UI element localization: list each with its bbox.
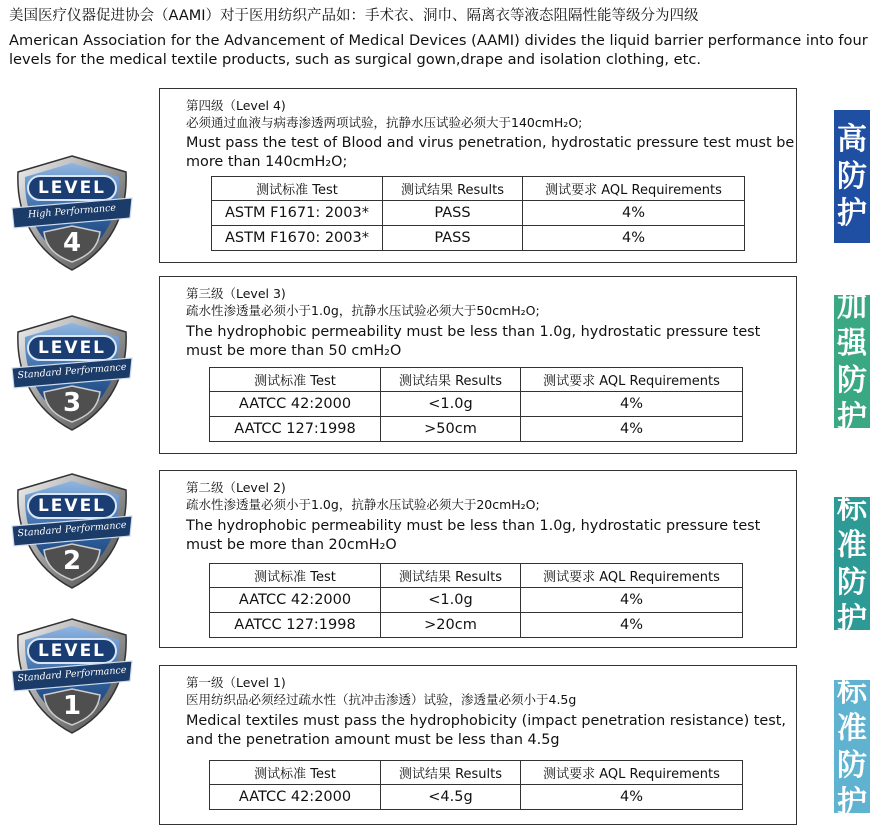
cell-result: <4.5g bbox=[381, 785, 521, 810]
cell-result: >20cm bbox=[381, 613, 521, 638]
side-label-char: 防 bbox=[837, 159, 867, 194]
cell-result: <1.0g bbox=[381, 588, 521, 613]
header-requirements: 测试要求 AQL Requirements bbox=[521, 761, 743, 785]
level-desc-cn: 疏水性渗透量必须小于1.0g，抗静水压试验必须大于50cmH₂O; bbox=[186, 303, 540, 318]
side-label-char: 标 bbox=[837, 490, 867, 526]
cell-result: PASS bbox=[383, 226, 523, 251]
level-4-table bbox=[211, 176, 745, 251]
table-row bbox=[210, 588, 743, 613]
badge-subtitle: Standard Performance bbox=[17, 664, 127, 685]
level-3-badge bbox=[8, 312, 136, 438]
header-requirements: 测试要求 AQL Requirements bbox=[521, 368, 743, 392]
header-test: 测试标准 Test bbox=[210, 564, 381, 588]
level-desc-en-line2: more than 140cmH₂O; bbox=[186, 154, 348, 170]
table-row bbox=[212, 226, 745, 251]
header-title-cn: 美国医疗仪器促进协会（AAMI）对于医用纺织产品如：手术衣、洞巾、隔离衣等液态阻隔性能等级分为四级 bbox=[9, 8, 699, 24]
table-row bbox=[210, 613, 743, 638]
level-1-badge bbox=[8, 615, 136, 741]
table-row bbox=[210, 417, 743, 442]
cell-result: PASS bbox=[383, 201, 523, 226]
cell-test: AATCC 42:2000 bbox=[210, 588, 381, 613]
badge-number: 3 bbox=[62, 388, 82, 418]
cell-req: 4% bbox=[521, 785, 743, 810]
cell-result: <1.0g bbox=[381, 392, 521, 417]
level-4-badge bbox=[8, 152, 136, 278]
badge-word: LEVEL bbox=[37, 641, 107, 661]
side-label-char: 加 bbox=[837, 288, 867, 324]
level-title: 第四级（Level 4) bbox=[186, 98, 286, 113]
level-2-table bbox=[209, 563, 743, 638]
level-desc-en-line1: Must pass the test of Blood and virus penetration, hydrostatic pressure test must be bbox=[186, 135, 795, 151]
level-title: 第一级（Level 1) bbox=[186, 675, 286, 690]
badge-subtitle: High Performance bbox=[27, 202, 117, 221]
side-label-char: 护 bbox=[837, 399, 867, 435]
level-1-table bbox=[209, 760, 743, 810]
header-test: 测试标准 Test bbox=[210, 368, 381, 392]
side-label-char: 准 bbox=[837, 527, 867, 563]
cell-test: AATCC 42:2000 bbox=[210, 785, 381, 810]
table-row bbox=[210, 392, 743, 417]
table-header-row bbox=[210, 368, 743, 392]
side-label-char: 防 bbox=[837, 747, 867, 783]
badge-number: 1 bbox=[62, 691, 82, 721]
side-label-char: 护 bbox=[837, 784, 867, 820]
level-desc-cn: 必须通过血液与病毒渗透两项试验，抗静水压试验必须大于140cmH₂O; bbox=[186, 115, 583, 130]
side-label-char: 防 bbox=[837, 362, 867, 398]
cell-test: AATCC 42:2000 bbox=[210, 392, 381, 417]
badge-word: LEVEL bbox=[37, 178, 107, 198]
header-title-en: American Association for the Advancement of Medical Devices (AAMI) divides the liquid barrier performance into four levels for the medical textile products, such as surgical gown,drape and isolation clothing, etc. bbox=[9, 32, 868, 68]
side-label-char: 高 bbox=[837, 122, 867, 157]
level-desc-en-line1: Medical textiles must pass the hydrophobicity (impact penetration resistance) test, bbox=[186, 713, 786, 729]
level-desc-en-line1: The hydrophobic permeability must be less than 1.0g, hydrostatic pressure test bbox=[186, 518, 761, 534]
badge-number: 4 bbox=[62, 228, 82, 258]
cell-req: 4% bbox=[521, 417, 743, 442]
level-desc-cn: 医用纺织品必须经过疏水性（抗冲击渗透）试验，渗透量必须小于4.5g bbox=[186, 692, 577, 707]
header-requirements: 测试要求 AQL Requirements bbox=[523, 177, 745, 201]
level-desc-en-line2: must be more than 20cmH₂O bbox=[186, 537, 397, 553]
side-label-char: 强 bbox=[837, 325, 867, 361]
badge-subtitle: Standard Performance bbox=[17, 519, 127, 540]
cell-test: ASTM F1671: 2003* bbox=[212, 201, 383, 226]
cell-test: AATCC 127:1998 bbox=[210, 613, 381, 638]
header-results: 测试结果 Results bbox=[383, 177, 523, 201]
level-4-side-label bbox=[834, 110, 870, 243]
cell-result: >50cm bbox=[381, 417, 521, 442]
cell-req: 4% bbox=[523, 201, 745, 226]
cell-req: 4% bbox=[521, 588, 743, 613]
level-title: 第三级（Level 3) bbox=[186, 286, 286, 301]
level-desc-en-line1: The hydrophobic permeability must be less than 1.0g, hydrostatic pressure test bbox=[186, 324, 761, 340]
header-results: 测试结果 Results bbox=[381, 564, 521, 588]
level-2-side-label bbox=[834, 490, 870, 637]
header-results: 测试结果 Results bbox=[381, 368, 521, 392]
level-3-table bbox=[209, 367, 743, 442]
badge-word: LEVEL bbox=[37, 338, 107, 358]
level-desc-en-line2: and the penetration amount must be less than 4.5g bbox=[186, 732, 560, 748]
side-label-char: 准 bbox=[837, 710, 867, 746]
level-title: 第二级（Level 2) bbox=[186, 480, 286, 495]
side-label-char: 护 bbox=[837, 601, 867, 637]
level-3-side-label bbox=[834, 288, 870, 435]
side-label-char: 防 bbox=[837, 564, 867, 600]
level-4-panel bbox=[159, 88, 797, 263]
table-row bbox=[210, 785, 743, 810]
level-2-badge bbox=[8, 470, 136, 596]
level-desc-cn: 疏水性渗透量必须小于1.0g，抗静水压试验必须大于20cmH₂O; bbox=[186, 497, 540, 512]
cell-req: 4% bbox=[521, 613, 743, 638]
level-1-panel bbox=[159, 665, 797, 825]
level-2-panel bbox=[159, 470, 797, 648]
table-header-row bbox=[210, 761, 743, 785]
level-desc-en-line2: must be more than 50 cmH₂O bbox=[186, 343, 402, 359]
header-test: 测试标准 Test bbox=[212, 177, 383, 201]
table-row bbox=[212, 201, 745, 226]
badge-number: 2 bbox=[62, 546, 82, 576]
table-header-row bbox=[212, 177, 745, 201]
header-results: 测试结果 Results bbox=[381, 761, 521, 785]
badge-subtitle: Standard Performance bbox=[17, 361, 127, 382]
table-header-row bbox=[210, 564, 743, 588]
header-test: 测试标准 Test bbox=[210, 761, 381, 785]
level-1-side-label bbox=[834, 673, 870, 820]
cell-test: AATCC 127:1998 bbox=[210, 417, 381, 442]
side-label-char: 标 bbox=[837, 673, 867, 709]
cell-req: 4% bbox=[523, 226, 745, 251]
level-3-panel bbox=[159, 276, 797, 454]
side-label-char: 护 bbox=[837, 196, 867, 231]
cell-test: ASTM F1670: 2003* bbox=[212, 226, 383, 251]
header-requirements: 测试要求 AQL Requirements bbox=[521, 564, 743, 588]
cell-req: 4% bbox=[521, 392, 743, 417]
badge-word: LEVEL bbox=[37, 496, 107, 516]
